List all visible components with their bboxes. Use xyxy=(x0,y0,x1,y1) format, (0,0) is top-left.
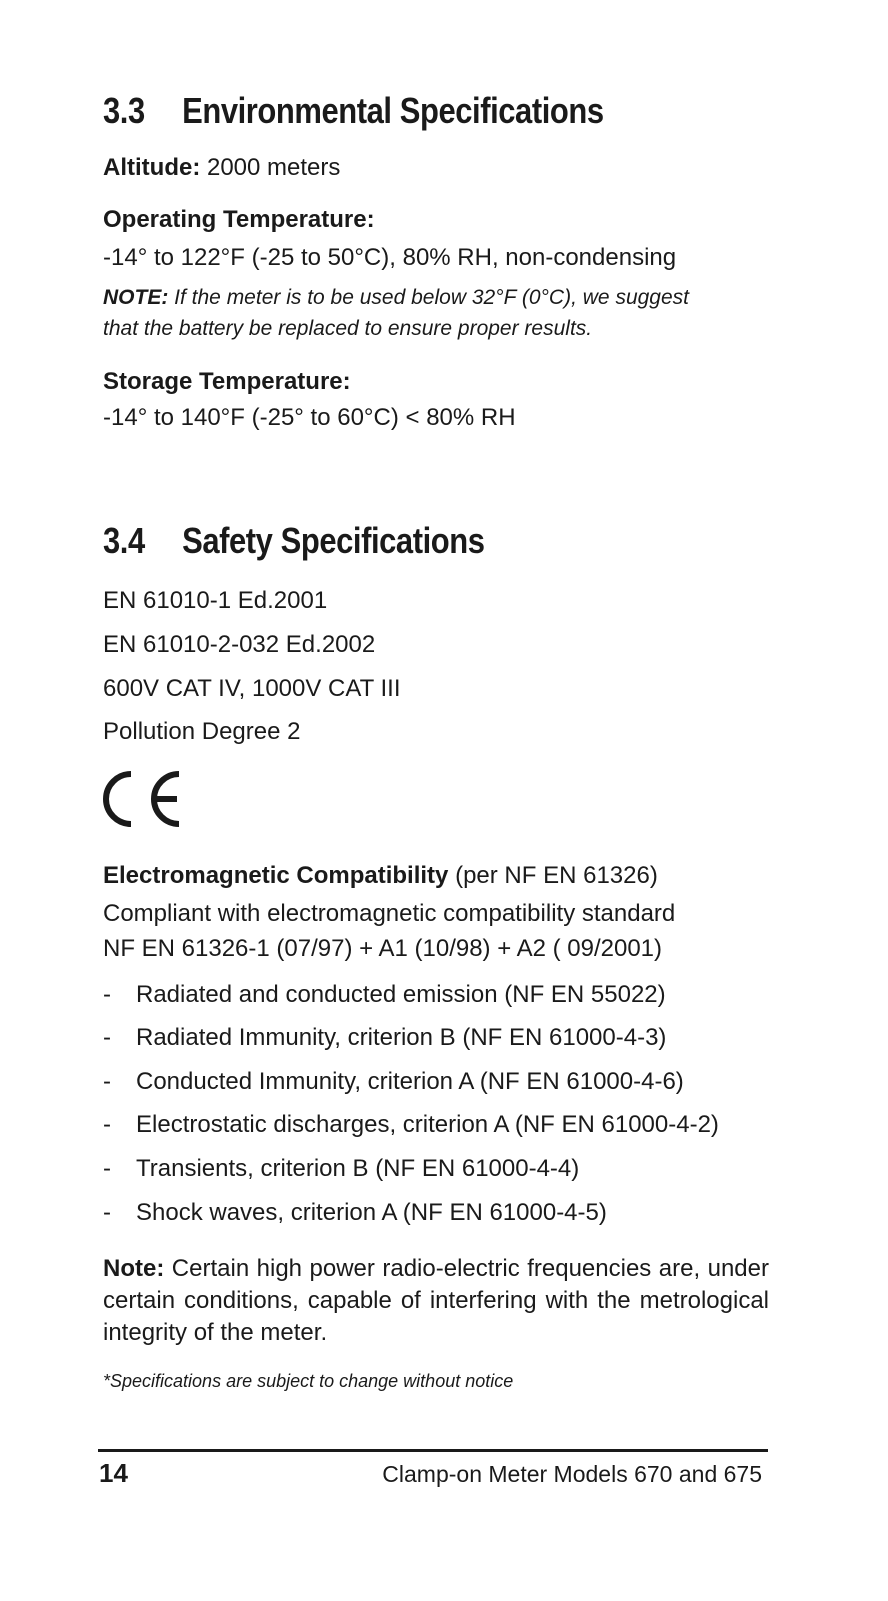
standard-item: Pollution Degree 2 xyxy=(103,718,301,745)
list-item: - Radiated and conducted emission (NF EN 55022) xyxy=(103,981,666,1008)
temp-note-label: NOTE: xyxy=(103,286,169,309)
storage-temp-label: Storage Temperature: xyxy=(103,368,351,395)
page-number: 14 xyxy=(99,1458,128,1488)
section-number: 3.4 xyxy=(103,520,145,561)
operating-temp-label: Operating Temperature: xyxy=(103,206,375,233)
emc-standard-line: NF EN 61326-1 (07/97) + A1 (10/98) + A2 ( 09/2001) xyxy=(103,935,663,962)
standard-item: EN 61010-2-032 Ed.2002 xyxy=(103,631,376,658)
disclaimer: *Specifications are subject to change without notice xyxy=(103,1371,514,1391)
list-item: - Conducted Immunity, criterion A (NF EN 61000-4-6) xyxy=(103,1068,684,1095)
footer-title: Clamp-on Meter Models 670 and 675 xyxy=(382,1461,762,1487)
emc-reference: (per NF EN 61326) xyxy=(448,862,658,889)
altitude-label: Altitude: xyxy=(103,154,201,181)
altitude-value: 2000 meters xyxy=(200,154,341,181)
list-item: - Electrostatic discharges, criterion A (NF EN 61000-4-2) xyxy=(103,1111,719,1138)
temp-note-line-1 xyxy=(103,286,689,310)
emc-heading xyxy=(103,862,658,890)
list-item: - Shock waves, criterion A (NF EN 61000-4-5) xyxy=(103,1199,607,1226)
section-number: 3.3 xyxy=(103,90,145,131)
emc-note-text: Certain high power radio-electric frequencies are, under certain conditions, capable of interfering with the metrological integrity of the meter. xyxy=(103,1255,769,1346)
operating-temp-value: -14° to 122°F (-25 to 50°C), 80% RH, non-condensing xyxy=(103,244,677,271)
section-3-3-heading xyxy=(103,90,604,132)
emc-note-label: Note: xyxy=(103,1255,165,1282)
section-title: Environmental Specifications xyxy=(182,90,604,131)
section-3-4-heading xyxy=(103,520,485,562)
section-title: Safety Specifications xyxy=(182,520,485,561)
temp-note-text: If the meter is to be used below 32°F (0°C), we suggest xyxy=(168,286,689,309)
standard-item: EN 61010-1 Ed.2001 xyxy=(103,587,328,614)
emc-label: Electromagnetic Compatibility xyxy=(103,862,449,889)
list-item: - Radiated Immunity, criterion B (NF EN 61000-4-3) xyxy=(103,1024,667,1051)
storage-temp-value: -14° to 140°F (-25° to 60°C) < 80% RH xyxy=(103,404,516,431)
emc-compliance-line: Compliant with electromagnetic compatibility standard xyxy=(103,900,676,927)
emc-note xyxy=(103,1253,769,1349)
altitude-spec xyxy=(103,154,340,182)
ce-mark-icon xyxy=(100,768,184,830)
list-item: - Transients, criterion B (NF EN 61000-4-4) xyxy=(103,1155,580,1182)
standard-item: 600V CAT IV, 1000V CAT III xyxy=(103,675,401,702)
footer-divider xyxy=(98,1449,768,1452)
temp-note-line-2: that the battery be replaced to ensure proper results. xyxy=(103,317,593,340)
